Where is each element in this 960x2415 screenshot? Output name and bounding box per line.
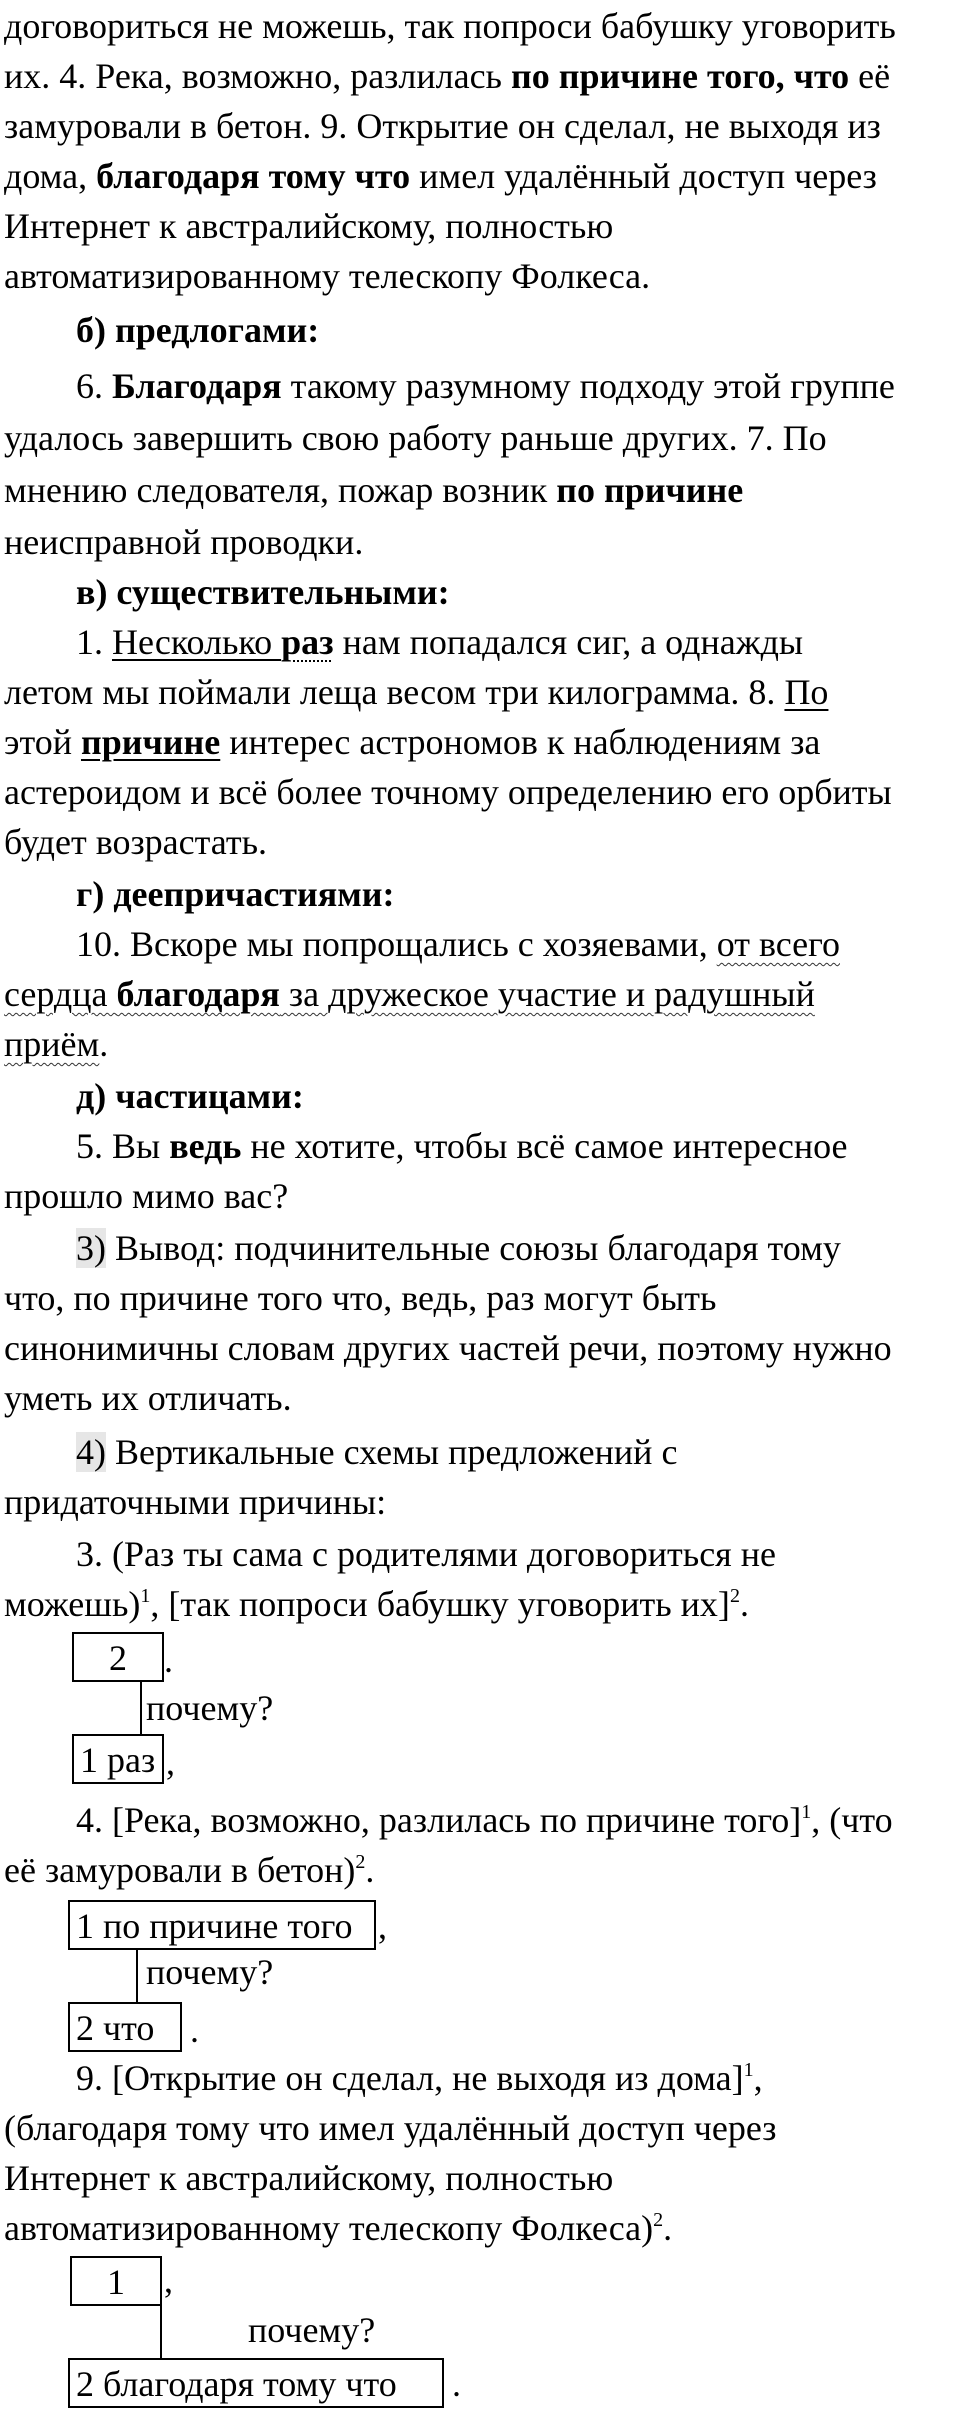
text-line: 3) Вывод: подчинительные союзы благодаря тому xyxy=(76,1228,841,1268)
text-line: Интернет к австралийскому, полностью xyxy=(4,206,614,246)
section-heading: в) существительными: xyxy=(76,572,450,612)
scheme-question: почему? xyxy=(146,1952,274,1992)
text-line: 4. [Река, возможно, разлилась по причине того]$^1$, (что xyxy=(76,1800,893,1840)
text-line: этой причине интерес астрономов к наблюдениям за xyxy=(4,722,821,762)
item-number: 4) xyxy=(76,1432,106,1472)
text-line: придаточными причины: xyxy=(4,1482,387,1522)
scheme-main-clause-box: 1 по причине того xyxy=(68,1900,376,1950)
section-heading: б) предлогами: xyxy=(76,310,320,350)
text-line: летом мы поймали леща весом три килограмма. 8. По xyxy=(4,672,829,712)
punctuation: . xyxy=(164,1640,173,1680)
scheme-question: почему? xyxy=(248,2310,376,2350)
punctuation: , xyxy=(166,1742,175,1782)
text-line: 4) Вертикальные схемы предложений с xyxy=(76,1432,678,1472)
bold-conjunction: по причине того, что xyxy=(510,56,850,96)
text-line: автоматизированному телескопу Фолкеса)$^2$. xyxy=(4,2208,673,2248)
scheme-main-clause-box: 1 xyxy=(70,2256,162,2306)
text-line: будет возрастать. xyxy=(4,822,268,862)
text-line: 1. Несколько раз нам попадался сиг, а однажды xyxy=(76,622,804,662)
text-line: уметь их отличать. xyxy=(4,1378,292,1418)
punctuation: . xyxy=(452,2364,461,2404)
text-line: что, по причине того что, ведь, раз могут быть xyxy=(4,1278,717,1318)
text-line: можешь)$^1$, [так попроси бабушку уговорить их]$^2$. xyxy=(4,1584,749,1624)
text-line: автоматизированному телескопу Фолкеса. xyxy=(4,256,651,296)
scheme-connector xyxy=(140,1682,142,1734)
text-line: 10. Вскоре мы попрощались с хозяевами, от всего xyxy=(76,924,840,964)
bold-conjunction: благодаря тому что xyxy=(96,156,411,196)
text-line: удалось завершить свою работу раньше других. 7. По xyxy=(4,418,827,458)
item-number: 3) xyxy=(76,1228,106,1268)
scheme-subordinate-clause-box: 2 что xyxy=(68,2002,182,2052)
text-line: прошло мимо вас? xyxy=(4,1176,289,1216)
text-line: договориться не можешь, так попроси бабушку уговорить xyxy=(4,6,896,46)
section-heading: г) деепричастиями: xyxy=(76,874,395,914)
text-line: сердца благодаря за дружеское участие и радушный xyxy=(4,974,815,1014)
punctuation: , xyxy=(378,1906,387,1946)
text-line: 6. Благодаря такому разумному подходу этой группе xyxy=(76,366,895,406)
text-line: 5. Вы ведь не хотите, чтобы всё самое интересное xyxy=(76,1126,848,1166)
scheme-main-clause-box: 2 xyxy=(72,1632,164,1682)
text-line: приём. xyxy=(4,1024,109,1064)
text-line: 3. (Раз ты сама с родителями договориться не xyxy=(76,1534,776,1574)
punctuation: . xyxy=(190,2010,199,2050)
scheme-question: почему? xyxy=(146,1688,274,1728)
text-line: замуровали в бетон. 9. Открытие он сделал, не выходя из xyxy=(4,106,881,146)
text-line: (благодаря тому что имел удалённый доступ через xyxy=(4,2108,777,2148)
scheme-connector xyxy=(160,2306,162,2358)
punctuation: , xyxy=(164,2260,173,2300)
scheme-connector xyxy=(136,1950,138,2002)
text-line: мнению следователя, пожар возник по причине xyxy=(4,470,744,510)
text-line: её замуровали в бетон)$^2$. xyxy=(4,1850,375,1890)
text-line: 9. [Открытие он сделал, не выходя из дома]$^1$, xyxy=(76,2058,763,2098)
section-heading: д) частицами: xyxy=(76,1076,304,1116)
scheme-subordinate-clause-box: 2 благодаря тому что xyxy=(68,2358,444,2408)
text-line: астероидом и всё более точному определению его орбиты xyxy=(4,772,892,812)
text-line: дома, благодаря тому что имел удалённый доступ через xyxy=(4,156,877,196)
scheme-subordinate-clause-box: 1 раз xyxy=(72,1734,164,1784)
text-line: неисправной проводки. xyxy=(4,522,364,562)
text-line: синонимичны словам других частей речи, поэтому нужно xyxy=(4,1328,892,1368)
text-line: их. 4. Река, возможно, разлилась по причине того, что её xyxy=(4,56,891,96)
text-line: Интернет к австралийскому, полностью xyxy=(4,2158,614,2198)
